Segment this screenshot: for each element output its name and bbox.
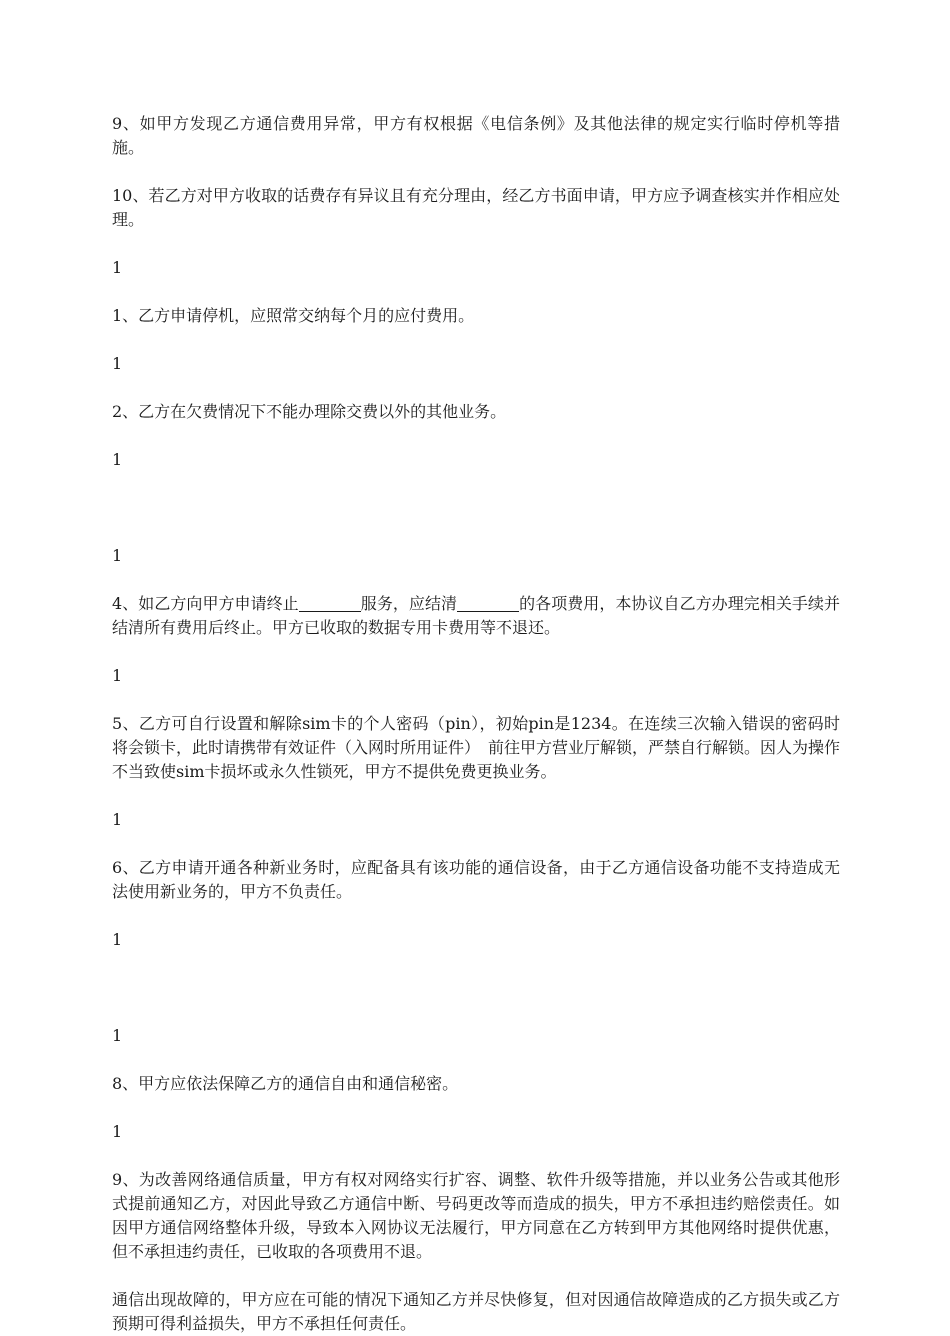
clause-4-text-part-2: 服务，应结清	[360, 594, 458, 613]
section-number: 1	[112, 546, 123, 565]
section-number: 1	[112, 666, 123, 685]
paragraph-clause-2-arrears: 2、乙方在欠费情况下不能办理除交费以外的其他业务。	[112, 402, 507, 421]
section-number: 1	[112, 930, 123, 949]
paragraph-clause-5-sim-pin: 5、乙方可自行设置和解除sim卡的个人密码（pin），初始pin是1234。在连续三次输入错误的密码时将会锁卡，此时请携带有效证件（入网时所用证件） 前往甲方营业厅解锁，严禁自行解锁。因人为操作不当致使sim卡损坏或永久性锁死，甲方不提供免费更换业务。	[112, 714, 841, 781]
paragraph-clause-6-new-services: 6、乙方申请开通各种新业务时，应配备具有该功能的通信设备，由于乙方通信设备功能不支持造成无法使用新业务的，甲方不负责任。	[112, 858, 840, 901]
paragraph-clause-8-privacy: 8、甲方应依法保障乙方的通信自由和通信秘密。	[112, 1074, 459, 1093]
section-number: 1	[112, 258, 123, 277]
section-number: 1	[112, 354, 123, 373]
paragraph-clause-4-termination	[112, 592, 840, 640]
blank-gap	[112, 496, 840, 544]
blank-gap	[112, 976, 840, 1024]
paragraph-fault-liability: 通信出现故障的，甲方应在可能的情况下通知乙方并尽快修复，但对因通信故障造成的乙方损失或乙方预期可得利益损失，甲方不承担任何责任。	[112, 1290, 840, 1333]
clause-4-text-part-3: 的各项费用，本协议自乙方办理完相关手续并结清所有费用后终止。甲方已收取的数据专用卡费用等不退还。	[112, 594, 840, 637]
section-number: 1	[112, 450, 123, 469]
paragraph-clause-9-telecom-abnormal: 9、如甲方发现乙方通信费用异常，甲方有权根据《电信条例》及其他法律的规定实行临时停机等措施。	[112, 114, 840, 157]
section-number: 1	[112, 1026, 123, 1045]
paragraph-clause-10-fee-dispute: 10、若乙方对甲方收取的话费存有异议且有充分理由，经乙方书面申请，甲方应予调查核实并作相应处理。	[112, 186, 840, 229]
fill-in-blank-service	[299, 595, 361, 612]
section-number: 1	[112, 1122, 123, 1141]
paragraph-clause-9-network-upgrade: 9、为改善网络通信质量，甲方有权对网络实行扩容、调整、软件升级等措施，并以业务公告或其他形式提前通知乙方，对因此导致乙方通信中断、号码更改等而造成的损失，甲方不承担违约赔偿责任。如因甲方通信网络整体升级，导致本入网协议无法履行，甲方同意在乙方转到甲方其他网络时提供优惠，但不承担违约责任，已收取的各项费用不退。	[112, 1170, 840, 1261]
section-number: 1	[112, 810, 123, 829]
paragraph-clause-1-suspension: 1、乙方申请停机，应照常交纳每个月的应付费用。	[112, 306, 475, 325]
clause-4-text-part-1: 4、如乙方向甲方申请终止	[112, 594, 299, 613]
fill-in-blank-fees	[457, 595, 519, 612]
